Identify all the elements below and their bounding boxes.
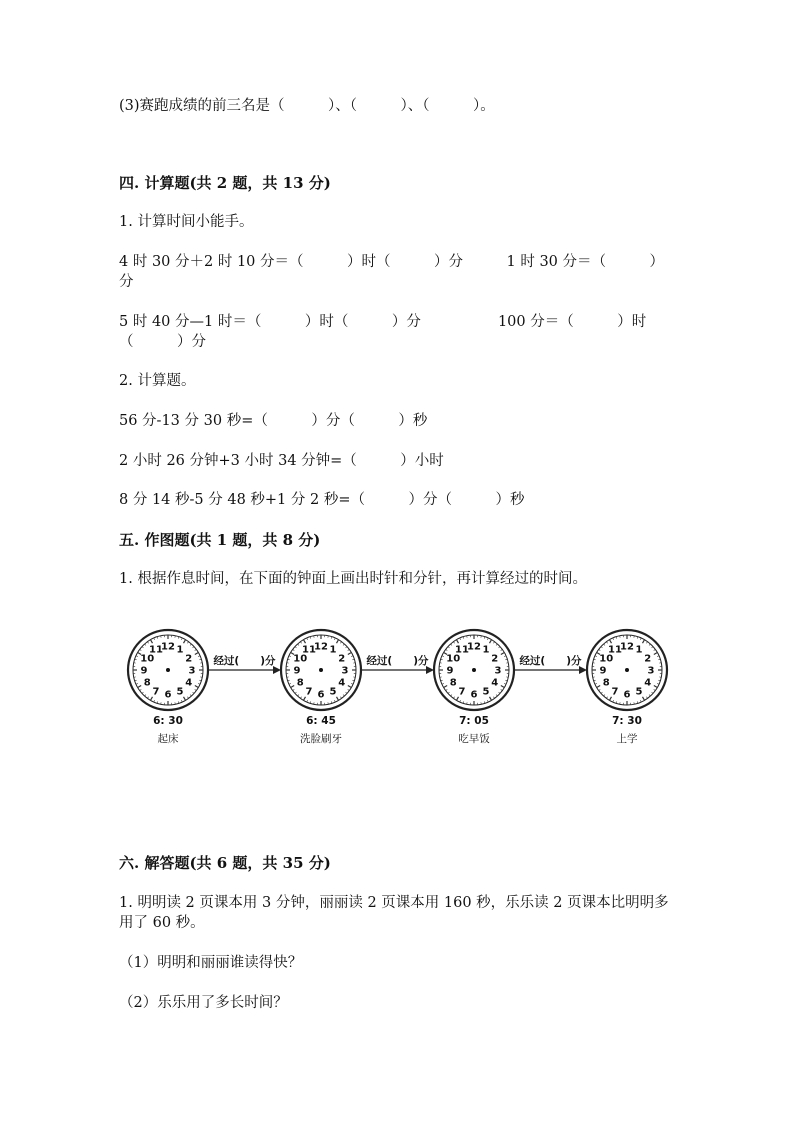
clock-numeral: 9	[293, 665, 301, 677]
arrow-head	[426, 666, 434, 674]
clock-numeral: 1	[176, 644, 184, 656]
clock-center-dot	[625, 668, 629, 672]
s5-q1-text: 1. 根据作息时间，在下面的钟面上画出时针和分针，再计算经过的时间。	[119, 571, 587, 587]
clock-numeral: 6	[623, 689, 631, 701]
clock-numeral: 5	[176, 686, 184, 698]
clock-diagram-svg	[0, 628, 794, 768]
arrow-head	[273, 666, 281, 674]
clock-numeral: 11	[608, 644, 622, 656]
clock-numeral: 10	[140, 653, 155, 665]
s6-q1-text: 1. 明明读 2 页课本用 3 分钟，丽丽读 2 页课本用 160 秒，乐乐读 2 页课本比明明多用了 60 秒。	[119, 895, 669, 931]
clock-numeral: 3	[341, 665, 349, 677]
section5-heading: 五. 作图题(共 1 题，共 8 分)	[119, 531, 321, 549]
s4-q2-line2: 2 小时 26 分钟+3 小时 34 分钟=（ ）小时	[119, 453, 444, 469]
clock-numeral: 8	[296, 677, 304, 689]
clock-numeral: 5	[635, 686, 643, 698]
s4-q2-line3: 8 分 14 秒-5 分 48 秒+1 分 2 秒=（ ）分（ ）秒	[119, 492, 525, 508]
s4-q1-line2b: （ ）分	[119, 334, 206, 350]
clock-numeral: 2	[185, 653, 193, 665]
clock-numeral: 6	[470, 689, 478, 701]
clock-numeral: 7	[458, 686, 466, 698]
clock-numeral: 4	[338, 677, 346, 689]
clock-numeral: 5	[329, 686, 337, 698]
clock-numeral: 10	[293, 653, 308, 665]
section4-heading: 四. 计算题(共 2 题，共 13 分)	[119, 174, 331, 192]
clock-numeral: 7	[305, 686, 313, 698]
clock-numeral: 7	[611, 686, 619, 698]
clock-numeral: 2	[644, 653, 652, 665]
clock-numeral: 1	[329, 644, 337, 656]
clock-numeral: 12	[620, 641, 634, 653]
section6-heading: 六. 解答题(共 6 题，共 35 分)	[119, 854, 331, 872]
s6-q1-sub1: （1）明明和丽丽谁读得快？	[119, 955, 303, 971]
clock-numeral: 8	[449, 677, 457, 689]
clock-numeral: 11	[149, 644, 163, 656]
s4-q1-line1b: 分	[119, 274, 134, 290]
clock-numeral: 11	[455, 644, 469, 656]
clock-numeral: 8	[602, 677, 610, 689]
clock-numeral: 9	[140, 665, 148, 677]
clock-numeral: 5	[482, 686, 490, 698]
clock-numeral: 12	[161, 641, 175, 653]
clock-numeral: 6	[317, 689, 325, 701]
clock-numeral: 3	[647, 665, 655, 677]
clock-numeral: 4	[491, 677, 499, 689]
clock-numeral: 10	[599, 653, 614, 665]
clock-center-dot	[472, 668, 476, 672]
clock-numeral: 2	[491, 653, 499, 665]
clock-numeral: 1	[482, 644, 490, 656]
clock-activity-label: 起床	[157, 733, 179, 745]
clock-numeral: 9	[599, 665, 607, 677]
clock-numeral: 4	[644, 677, 652, 689]
clock-time-label: 6: 30	[153, 715, 183, 727]
clock-numeral: 10	[446, 653, 461, 665]
clock-center-dot	[166, 668, 170, 672]
clock-numeral: 3	[494, 665, 502, 677]
arrow-elapsed-label: 经过( )分	[366, 655, 429, 667]
arrow-head	[579, 666, 587, 674]
q3-line: (3)赛跑成绩的前三名是（ ）、（ ）、（ ）。	[119, 98, 495, 114]
clock-time-label: 7: 30	[612, 715, 642, 727]
arrow-elapsed-label: 经过( )分	[519, 655, 582, 667]
clock-activity-label: 上学	[616, 733, 638, 745]
clock-numeral: 3	[188, 665, 196, 677]
clock-numeral: 1	[635, 644, 643, 656]
clock-time-label: 6: 45	[306, 715, 336, 727]
clock-numeral: 7	[152, 686, 160, 698]
s4-q2-line1: 56 分-13 分 30 秒=（ ）分（ ）秒	[119, 413, 428, 429]
s4-q1-line2: 5 时 40 分—1 时＝（ ）时（ ）分 100 分＝（ ）时	[119, 314, 647, 330]
s4-q1-title: 1. 计算时间小能手。	[119, 214, 254, 230]
clock-numeral: 6	[164, 689, 172, 701]
s4-q1-line1: 4 时 30 分＋2 时 10 分＝（ ）时（ ）分 1 时 30 分＝（ ）	[119, 254, 665, 270]
clock-activity-label: 吃早饭	[458, 733, 490, 745]
clock-numeral: 2	[338, 653, 346, 665]
s4-q2-title: 2. 计算题。	[119, 373, 196, 389]
clock-numeral: 11	[302, 644, 316, 656]
arrow-elapsed-label: 经过( )分	[213, 655, 276, 667]
clock-numeral: 8	[143, 677, 151, 689]
clock-center-dot	[319, 668, 323, 672]
clock-numeral: 4	[185, 677, 193, 689]
s6-q1-sub2: （2）乐乐用了多长时间？	[119, 995, 288, 1011]
clock-time-label: 7: 05	[459, 715, 489, 727]
clock-numeral: 12	[467, 641, 481, 653]
clock-numeral: 9	[446, 665, 454, 677]
clock-numeral: 12	[314, 641, 328, 653]
clock-activity-label: 洗脸刷牙	[300, 733, 342, 745]
